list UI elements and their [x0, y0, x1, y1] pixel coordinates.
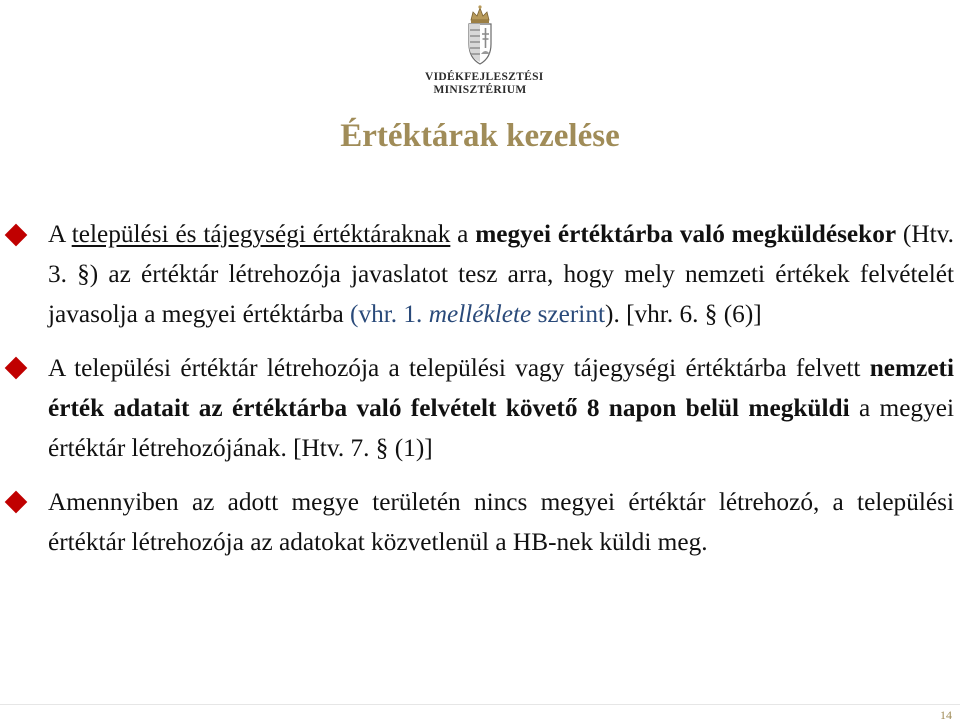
reference-italic-text: melléklete — [428, 300, 532, 328]
text-run: A — [48, 220, 72, 248]
reference-text: (vhr. 1. — [350, 300, 429, 328]
bullet-paragraph-1 — [48, 214, 954, 334]
bold-text: nemzeti érték adatait az értéktárba való felvételt követő 8 napon belül megküldi — [48, 354, 954, 422]
ministry-logo — [425, 4, 544, 96]
diamond-bullet-icon — [5, 224, 28, 247]
slide-title: Értéktárak kezelése — [340, 118, 620, 154]
bold-text: megyei értéktárba való megküldésekor — [475, 220, 897, 248]
text-run: Amennyiben az adott megye területén nincs megyei értéktár létrehozó, a települési értéktár létrehozója az adatokat közvetlenül a HB-nek küldi meg. — [48, 488, 954, 556]
diamond-bullet-icon — [5, 491, 28, 514]
diamond-bullet-icon — [5, 357, 28, 380]
ministry-name-line2: MINISZTÉRIUM — [433, 84, 527, 96]
page-number: 14 — [940, 708, 952, 722]
underlined-text: települési és tájegységi értéktáraknak — [71, 220, 451, 248]
reference-text: szerint — [531, 300, 606, 328]
coat-of-arms-icon — [460, 4, 500, 68]
text-run: (Htv. 3. §) az értéktár létrehozója javaslatot tesz arra, hogy mely nemzeti értékek felvételét javasolja a megyei értéktárba — [48, 220, 954, 328]
footer-divider — [0, 704, 960, 705]
text-run: a megyei értéktár létrehozójának. [Htv. 7. § (1)] — [48, 394, 954, 462]
text-run: ). [vhr. 6. § (6)] — [605, 300, 762, 328]
text-run: A települési értéktár létrehozója a települési vagy tájegységi értéktárba felvett — [48, 354, 870, 382]
bullet-paragraph-2 — [48, 348, 954, 468]
ministry-name-line1: VIDÉKFEJLESZTÉSI — [425, 71, 544, 83]
text-run: a — [450, 220, 476, 248]
slide-body — [48, 214, 954, 562]
bullet-paragraph-3 — [48, 482, 954, 562]
